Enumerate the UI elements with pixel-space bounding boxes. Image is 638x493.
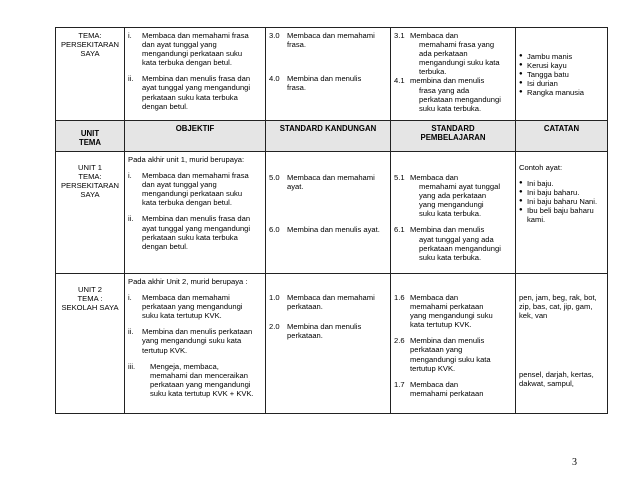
table-header-row bbox=[56, 121, 608, 152]
objektif-intro: Pada akhir Unit 2, murid berupaya : bbox=[128, 277, 248, 286]
syllabus-table bbox=[55, 27, 608, 414]
table-row bbox=[56, 28, 608, 121]
unit-cell bbox=[56, 274, 125, 414]
objektif-line: ayat tunggal yang mengandungi bbox=[142, 223, 251, 233]
objektif-line: tertutup KVK. bbox=[142, 345, 188, 355]
kandungan-item bbox=[269, 31, 387, 49]
pembelajaran-line: Membaca dan bbox=[410, 173, 459, 182]
header-standard-kandungan: STANDARD KANDUNGAN bbox=[266, 121, 391, 152]
kandungan-line: Membina dan menulis bbox=[287, 322, 362, 332]
objektif-item bbox=[128, 31, 262, 67]
item-number: 5.0 bbox=[269, 173, 280, 182]
objektif-line: dengan betul. bbox=[142, 101, 189, 111]
kandungan-line: Membina dan menulis bbox=[287, 74, 362, 84]
catatan-bullet: ● Ibu beli baju baharu kami. bbox=[519, 206, 604, 224]
kandungan-line: perkataan. bbox=[287, 331, 323, 341]
kandungan-line: Membaca dan memahami bbox=[287, 31, 375, 40]
bullet-text: Tangga batu bbox=[527, 69, 569, 79]
pembelajaran-line: memahami perkataan bbox=[410, 302, 484, 312]
catatan-bullet: ● Jambu manis bbox=[519, 52, 604, 61]
item-number: 3.0 bbox=[269, 31, 280, 40]
tema-cell bbox=[56, 28, 125, 121]
kandungan-line: ayat. bbox=[287, 182, 304, 192]
objektif-line: mengandungi perkataan suku bbox=[142, 189, 243, 199]
pembelajaran-line: terbuka. bbox=[419, 67, 447, 77]
pembelajaran-line: tertutup KVK. bbox=[410, 363, 456, 373]
objektif-line: mengandungi perkataan suku bbox=[142, 49, 243, 59]
kandungan-cell bbox=[266, 28, 391, 121]
item-number: 2.6 bbox=[394, 336, 405, 346]
pembelajaran-line: mengandungi suku kata bbox=[410, 354, 491, 364]
item-number: 6.1 bbox=[394, 225, 405, 235]
bullet-text: Ibu beli baju baharu kami. bbox=[527, 206, 594, 225]
catatan-bullet: ● Ini baju baharu Nani. bbox=[519, 197, 604, 206]
pembelajaran-line: memahami ayat tunggal bbox=[419, 182, 501, 192]
pembelajaran-line: frasa yang ada bbox=[419, 85, 470, 95]
kandungan-line: frasa. bbox=[287, 83, 306, 93]
objektif-line: perkataan suku kata terbuka bbox=[142, 92, 238, 102]
item-number: 4.1 bbox=[394, 76, 405, 86]
item-number: 6.0 bbox=[269, 225, 280, 235]
objektif-line: ayat tunggal yang mengandungi bbox=[142, 83, 251, 93]
item-number: 1.0 bbox=[269, 293, 280, 302]
objektif-item bbox=[128, 362, 262, 398]
catatan-text: pensel, darjah, kertas, dakwat, sampul, bbox=[519, 370, 594, 389]
kandungan-line: Membina dan menulis ayat. bbox=[287, 225, 380, 235]
objektif-cell bbox=[125, 152, 266, 274]
pembelajaran-cell bbox=[391, 28, 516, 121]
catatan-cell bbox=[516, 28, 608, 121]
catatan-text: pen, jam, beg, rak, bot, zip, bas, cat, jip, gam, kek, van bbox=[519, 293, 597, 321]
unit-cell bbox=[56, 152, 125, 274]
pembelajaran-line: membina dan menulis bbox=[410, 76, 485, 86]
item-number: 1.7 bbox=[394, 379, 405, 389]
header-catatan: CATATAN bbox=[516, 121, 608, 152]
objektif-cell bbox=[125, 28, 266, 121]
kandungan-item bbox=[269, 293, 387, 311]
bullet-text: Kerusi kayu bbox=[527, 60, 567, 70]
header-line: STANDARD bbox=[431, 124, 475, 133]
kandungan-line: frasa. bbox=[287, 40, 306, 50]
unit-line: PERSEKITARAN bbox=[60, 181, 120, 191]
item-number: i. bbox=[128, 293, 132, 303]
objektif-line: suku kata tertutup KVK. bbox=[142, 311, 222, 321]
pembelajaran-item bbox=[394, 336, 512, 372]
objektif-line: yang mengandungi suku kata bbox=[142, 336, 242, 346]
item-number: ii. bbox=[128, 214, 134, 224]
pembelajaran-line: yang mengandungi bbox=[419, 200, 484, 210]
unit-line: SAYA bbox=[80, 190, 100, 200]
kandungan-cell bbox=[266, 152, 391, 274]
item-number: 3.1 bbox=[394, 31, 405, 40]
pembelajaran-line: perkataan mengandungi bbox=[419, 243, 501, 253]
pembelajaran-line: ayat tunggal yang ada bbox=[419, 234, 494, 244]
pembelajaran-line: yang mengandungi suku bbox=[410, 311, 493, 321]
unit-line: UNIT 1 bbox=[78, 163, 102, 172]
objektif-line: perkataan suku kata terbuka bbox=[142, 232, 238, 242]
table-row bbox=[56, 152, 608, 274]
objektif-line: perkataan yang mengandungi bbox=[142, 302, 243, 312]
unit-line: TEMA: bbox=[78, 172, 102, 182]
header-line: UNIT bbox=[80, 129, 100, 138]
kandungan-line: Membaca dan memahami bbox=[287, 293, 375, 302]
pembelajaran-item bbox=[394, 31, 512, 76]
pembelajaran-line: memahami frasa yang bbox=[419, 40, 495, 50]
objektif-line: Membina dan menulis frasa dan bbox=[142, 214, 251, 224]
catatan-cell bbox=[516, 274, 608, 414]
table-row bbox=[56, 274, 608, 414]
bullet-text: Ini baju baharu. bbox=[527, 188, 580, 198]
item-number: 1.6 bbox=[394, 293, 405, 302]
objektif-intro: Pada akhir unit 1, murid berupaya: bbox=[128, 155, 245, 164]
item-number: ii. bbox=[128, 74, 134, 84]
item-number: i. bbox=[128, 171, 132, 181]
objektif-line: perkataan yang mengandungi bbox=[150, 379, 251, 389]
kandungan-item bbox=[269, 225, 387, 234]
pembelajaran-line: perkataan yang bbox=[410, 345, 463, 355]
objektif-line: kata terbuka dengan betul. bbox=[142, 58, 232, 68]
catatan-bullet: ● Ini baju. bbox=[519, 179, 604, 188]
unit-line: SEKOLAH SAYA bbox=[61, 303, 119, 313]
kandungan-line: perkataan. bbox=[287, 302, 323, 312]
pembelajaran-line: mengandungi suku kata bbox=[419, 58, 500, 68]
header-line: TEMA bbox=[78, 138, 102, 148]
objektif-cell bbox=[125, 274, 266, 414]
catatan-bullet: ● Rangka manusia bbox=[519, 88, 604, 97]
bullet-text: Rangka manusia bbox=[527, 88, 584, 98]
pembelajaran-line: perkataan mengandungi bbox=[419, 94, 501, 104]
pembelajaran-line: Membaca dan bbox=[410, 293, 459, 302]
objektif-item bbox=[128, 214, 262, 250]
pembelajaran-line: kata tertutup KVK. bbox=[410, 320, 472, 330]
objektif-item bbox=[128, 293, 262, 320]
header-objektif: OBJEKTIF bbox=[125, 121, 266, 152]
catatan-intro: Contoh ayat: bbox=[519, 163, 563, 172]
pembelajaran-item bbox=[394, 173, 512, 218]
bullet-text: Ini baju. bbox=[527, 179, 554, 189]
objektif-line: Membina dan menulis perkataan bbox=[142, 327, 253, 337]
pembelajaran-item bbox=[394, 76, 512, 112]
catatan-bullet: ● Isi durian bbox=[519, 79, 604, 88]
header-unit-tema bbox=[56, 121, 125, 152]
tema-line: SAYA bbox=[80, 49, 100, 59]
objektif-line: Mengeja, membaca, bbox=[150, 361, 219, 371]
pembelajaran-line: suku kata terbuka. bbox=[419, 209, 482, 219]
pembelajaran-line: memahami perkataan bbox=[410, 388, 484, 398]
pembelajaran-line: Membina dan menulis bbox=[410, 336, 485, 346]
unit-line: TEMA : bbox=[77, 294, 103, 304]
pembelajaran-item bbox=[394, 225, 512, 261]
pembelajaran-line: yang ada perkataan bbox=[419, 191, 487, 201]
kandungan-item bbox=[269, 322, 387, 340]
objektif-item bbox=[128, 74, 262, 110]
objektif-line: memahami dan menceraikan bbox=[150, 370, 248, 380]
objektif-item bbox=[128, 171, 262, 207]
item-number: 2.0 bbox=[269, 322, 280, 332]
pembelajaran-item bbox=[394, 293, 512, 329]
objektif-line: Membina dan menulis frasa dan bbox=[142, 74, 251, 84]
pembelajaran-line: suku kata terbuka. bbox=[419, 252, 482, 262]
kandungan-cell bbox=[266, 274, 391, 414]
item-number: 5.1 bbox=[394, 173, 405, 182]
objektif-line: suku kata tertutup KVK + KVK. bbox=[150, 388, 254, 398]
item-number: iii. bbox=[128, 361, 136, 371]
catatan-bullet: ● Ini baju baharu. bbox=[519, 188, 604, 197]
pembelajaran-line: suku kata terbuka. bbox=[419, 103, 482, 113]
pembelajaran-cell bbox=[391, 152, 516, 274]
objektif-line: kata terbuka dengan betul. bbox=[142, 198, 232, 208]
pembelajaran-item bbox=[394, 380, 512, 398]
item-number: 4.0 bbox=[269, 74, 280, 84]
pembelajaran-cell bbox=[391, 274, 516, 414]
catatan-bullet: ● Kerusi kayu bbox=[519, 61, 604, 70]
objektif-line: dan ayat tunggal yang bbox=[142, 40, 217, 50]
pembelajaran-line: Membaca dan bbox=[410, 379, 459, 389]
item-number: ii. bbox=[128, 327, 134, 337]
header-standard-pembelajaran bbox=[391, 121, 516, 152]
catatan-cell bbox=[516, 152, 608, 274]
objektif-line: Membaca dan memahami bbox=[142, 293, 230, 303]
objektif-line: Membaca dan memahami frasa bbox=[142, 31, 249, 40]
objektif-line: Membaca dan memahami frasa bbox=[142, 171, 249, 181]
objektif-line: dan ayat tunggal yang bbox=[142, 180, 217, 190]
pembelajaran-line: Membaca dan bbox=[410, 31, 459, 40]
pembelajaran-line: Membina dan menulis bbox=[410, 225, 485, 235]
pembelajaran-line: ada perkataan bbox=[419, 49, 468, 59]
kandungan-line: Membaca dan memahami bbox=[287, 173, 375, 182]
bullet-text: Jambu manis bbox=[527, 51, 573, 61]
objektif-line: dengan betul. bbox=[142, 241, 189, 251]
catatan-bullet: ● Tangga batu bbox=[519, 70, 604, 79]
objektif-item bbox=[128, 327, 262, 354]
kandungan-item bbox=[269, 173, 387, 191]
header-line: PEMBELAJARAN bbox=[420, 133, 486, 143]
tema-line: TEMA: bbox=[78, 31, 102, 40]
tema-line: PERSEKITARAN bbox=[60, 40, 120, 50]
unit-line: UNIT 2 bbox=[78, 285, 102, 294]
kandungan-item bbox=[269, 74, 387, 92]
bullet-text: Ini baju baharu Nani. bbox=[527, 197, 598, 207]
bullet-text: Isi durian bbox=[527, 79, 558, 89]
page-number: 3 bbox=[572, 457, 577, 468]
item-number: i. bbox=[128, 31, 132, 40]
